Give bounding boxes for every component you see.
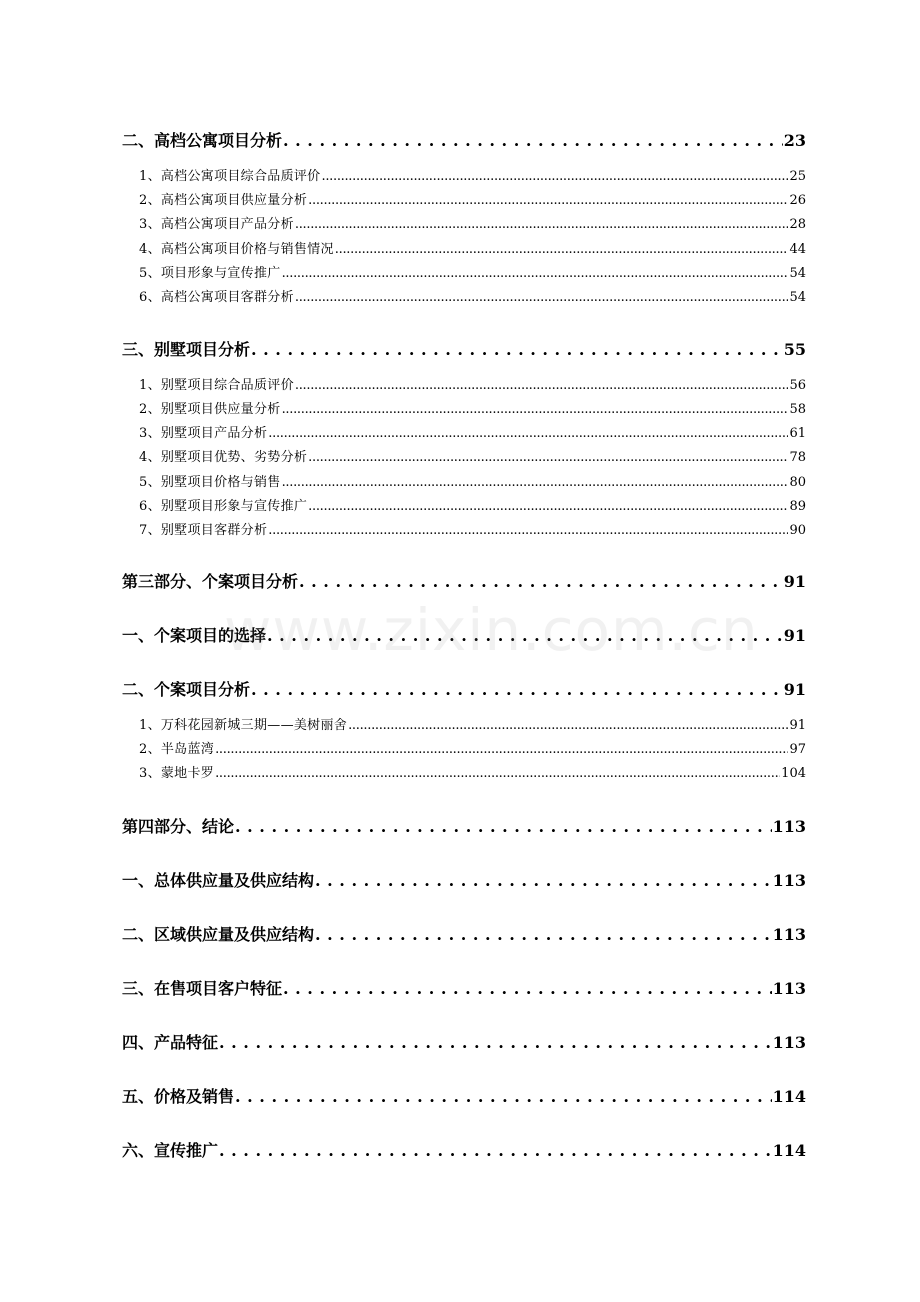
toc-page-number: 54 (789, 290, 806, 305)
toc-page-number: 58 (789, 402, 806, 417)
toc-page-number: 61 (789, 426, 806, 441)
toc-entry-minor[interactable] (122, 398, 806, 417)
toc-page-number: 26 (789, 193, 806, 208)
toc-page-number: 114 (772, 1087, 806, 1106)
toc-leader-dots (219, 1141, 772, 1160)
toc-leader-dots (295, 217, 789, 232)
toc-leader-dots (268, 523, 788, 538)
toc-page-number: 114 (772, 1141, 806, 1160)
toc-leader-dots (282, 266, 789, 281)
toc-entry-minor[interactable] (122, 238, 806, 257)
toc-leader-dots (295, 290, 789, 305)
toc-entry-major[interactable] (122, 677, 806, 700)
toc-entry-major[interactable] (122, 814, 806, 837)
toc-page-number: 91 (783, 626, 806, 645)
toc-leader-dots (299, 572, 783, 591)
toc-leader-dots (235, 1087, 772, 1106)
toc-entry-label: 3、蒙地卡罗 (139, 766, 215, 781)
toc-page-number: 113 (772, 925, 806, 944)
toc-entry-major[interactable] (122, 569, 806, 592)
toc-page-number: 25 (789, 169, 806, 184)
toc-entry-major[interactable] (122, 1084, 806, 1107)
toc-entry-label: 3、高档公寓项目产品分析 (139, 217, 294, 232)
toc-page-number: 91 (783, 680, 806, 699)
toc-leader-dots (219, 1033, 772, 1052)
toc-entry-label: 4、别墅项目优势、劣势分析 (139, 450, 308, 465)
toc-entry-label: 三、别墅项目分析 (122, 340, 251, 359)
toc-entry-label: 二、区域供应量及供应结构 (122, 925, 315, 944)
toc-entry-label: 4、高档公寓项目价格与销售情况 (139, 242, 334, 257)
toc-page-number: 97 (789, 742, 806, 757)
toc-page-number: 28 (789, 217, 806, 232)
toc-page-number: 104 (781, 766, 806, 781)
toc-entry-minor[interactable] (122, 446, 806, 465)
toc-entry-minor[interactable] (122, 262, 806, 281)
toc-leader-dots (282, 475, 789, 490)
toc-leader-dots (335, 242, 789, 257)
toc-entry-label: 2、半岛蓝湾 (139, 742, 215, 757)
toc-entry-major[interactable] (122, 1030, 806, 1053)
toc-entry-minor[interactable] (122, 422, 806, 441)
toc-leader-dots (308, 450, 788, 465)
toc-entry-major[interactable] (122, 922, 806, 945)
toc-leader-dots (348, 718, 788, 733)
toc-page-number: 91 (783, 572, 806, 591)
toc-page-number: 113 (772, 979, 806, 998)
toc-leader-dots (251, 340, 783, 359)
toc-entry-label: 5、项目形象与宣传推广 (139, 266, 281, 281)
toc-entry-minor[interactable] (122, 762, 806, 781)
toc-page-number: 89 (789, 499, 806, 514)
toc-entry-label: 六、宣传推广 (122, 1141, 219, 1160)
toc-page-number: 56 (789, 378, 806, 393)
toc-entry-label: 五、价格及销售 (122, 1087, 235, 1106)
toc-entry-label: 3、别墅项目产品分析 (139, 426, 268, 441)
toc-page-number: 78 (789, 450, 806, 465)
toc-entry-major[interactable] (122, 623, 806, 646)
toc-leader-dots (215, 766, 780, 781)
toc-entry-minor[interactable] (122, 471, 806, 490)
toc-entry-minor[interactable] (122, 519, 806, 538)
toc-entry-minor[interactable] (122, 495, 806, 514)
toc-leader-dots (321, 169, 788, 184)
toc-leader-dots (215, 742, 788, 757)
toc-page-number: 113 (772, 871, 806, 890)
toc-entry-label: 2、高档公寓项目供应量分析 (139, 193, 308, 208)
toc-leader-dots (283, 131, 783, 150)
toc-leader-dots (235, 817, 772, 836)
toc-entry-label: 5、别墅项目价格与销售 (139, 475, 281, 490)
toc-entry-label: 1、别墅项目综合品质评价 (139, 378, 294, 393)
watermark: www.zixin.com.cn (224, 596, 759, 664)
toc-page-number: 55 (783, 340, 806, 359)
toc-leader-dots (295, 378, 789, 393)
toc-page-number: 80 (789, 475, 806, 490)
toc-entry-label: 一、个案项目的选择 (122, 626, 267, 645)
toc-entry-label: 一、总体供应量及供应结构 (122, 871, 315, 890)
toc-entry-label: 6、别墅项目形象与宣传推广 (139, 499, 308, 514)
toc-entry-major[interactable] (122, 1138, 806, 1161)
toc-entry-label: 二、个案项目分析 (122, 680, 251, 699)
toc-entry-minor[interactable] (122, 738, 806, 757)
toc-entry-label: 7、别墅项目客群分析 (139, 523, 268, 538)
toc-leader-dots (308, 193, 788, 208)
toc-entry-label: 1、高档公寓项目综合品质评价 (139, 169, 321, 184)
toc-entry-minor[interactable] (122, 189, 806, 208)
toc-page-number: 23 (783, 131, 806, 150)
toc-entry-label: 2、别墅项目供应量分析 (139, 402, 281, 417)
toc-entry-label: 第四部分、结论 (122, 817, 235, 836)
toc-leader-dots (268, 426, 788, 441)
toc-leader-dots (282, 402, 789, 417)
toc-page-number: 90 (789, 523, 806, 538)
toc-entry-minor[interactable] (122, 714, 806, 733)
toc-entry-major[interactable] (122, 128, 806, 151)
toc-page-number: 44 (789, 242, 806, 257)
toc-entry-label: 二、高档公寓项目分析 (122, 131, 283, 150)
toc-leader-dots (251, 680, 783, 699)
toc-leader-dots (315, 925, 772, 944)
toc-entry-label: 6、高档公寓项目客群分析 (139, 290, 294, 305)
toc-entry-label: 三、在售项目客户特征 (122, 979, 283, 998)
toc-entry-minor[interactable] (122, 165, 806, 184)
toc-leader-dots (283, 979, 772, 998)
toc-leader-dots (267, 626, 783, 645)
toc-leader-dots (315, 871, 772, 890)
toc-entry-minor[interactable] (122, 374, 806, 393)
toc-page-number: 113 (772, 1033, 806, 1052)
toc-entry-label: 1、万科花园新城三期——美树丽舍 (139, 718, 348, 733)
toc-leader-dots (308, 499, 788, 514)
toc-entry-minor[interactable] (122, 286, 806, 305)
toc-page-number: 113 (772, 817, 806, 836)
toc-entry-label: 四、产品特征 (122, 1033, 219, 1052)
toc-entry-major[interactable] (122, 337, 806, 360)
toc-entry-major[interactable] (122, 868, 806, 891)
toc-page-number: 91 (789, 718, 806, 733)
toc-entry-major[interactable] (122, 976, 806, 999)
toc-entry-minor[interactable] (122, 213, 806, 232)
toc-entry-label: 第三部分、个案项目分析 (122, 572, 299, 591)
toc-page-number: 54 (789, 266, 806, 281)
